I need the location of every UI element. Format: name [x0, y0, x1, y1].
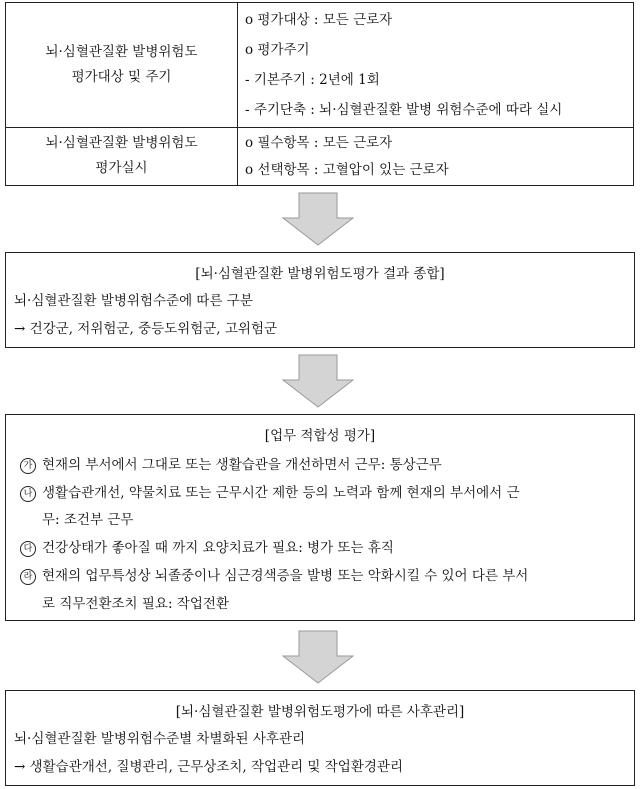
down-arrow-icon — [282, 354, 354, 408]
table-row-target-cycle — [6, 3, 633, 128]
box-line: → 건강군, 저위험군, 중등도위험군, 고위험군 — [14, 321, 278, 337]
list-item-continuation: 로 직무전환조치 필요: 작업전환 — [42, 596, 229, 612]
list-item — [20, 481, 520, 502]
row-content-evaluation — [245, 127, 629, 185]
list-item-text: 현재의 업무특성상 뇌졸중이나 심근경색증을 발병 또는 악화시킬 수 있어 다른 부서 — [42, 568, 529, 584]
evaluation-table — [5, 2, 634, 186]
list-item — [20, 453, 442, 474]
list-item — [20, 536, 394, 557]
list-item-text: 생활습관개선, 약물치료 또는 근무시간 제한 등의 노력과 함께 현재의 부서에서 근 — [42, 485, 520, 501]
down-arrow-icon — [282, 630, 354, 684]
table-item: o 필수항목 : 모든 근로자 — [245, 135, 393, 151]
table-item: - 주기단축 : 뇌·심혈관질환 발병 위험수준에 따라 실시 — [245, 102, 563, 118]
table-item: o 평가대상 : 모든 근로자 — [245, 12, 393, 28]
result-summary-box — [5, 252, 635, 348]
list-item-text: 건강상태가 좋아질 때 까지 요양치료가 필요: 병가 또는 휴직 — [42, 540, 394, 556]
row-label-target-cycle — [6, 3, 238, 127]
box-title: [업무 적합성 평가] — [264, 428, 376, 444]
row-label-evaluation — [6, 127, 238, 185]
list-item — [20, 564, 528, 585]
circled-marker: 라 — [20, 569, 36, 585]
box-line: 뇌·심혈관질환 발병위험수준에 따른 구분 — [14, 293, 253, 309]
box-line: → 생활습관개선, 질병관리, 근무상조치, 작업관리 및 작업환경관리 — [14, 759, 403, 775]
table-item: o 평가주기 — [245, 42, 310, 58]
list-item-continuation: 무: 조건부 근무 — [42, 512, 134, 528]
box-line: 뇌·심혈관질환 발병위험수준별 차별화된 사후관리 — [14, 731, 306, 747]
row-label-line: 뇌·심혈관질환 발병위험도 — [45, 135, 198, 151]
down-arrow-icon — [282, 192, 354, 246]
row-label-line: 평가대상 및 주기 — [71, 69, 172, 85]
circled-marker: 다 — [20, 541, 36, 557]
row-label-line: 뇌·심혈관질환 발병위험도 — [45, 44, 198, 60]
list-item-text: 현재의 부서에서 그대로 또는 생활습관을 개선하면서 근무: 통상근무 — [42, 457, 442, 473]
table-item: o 선택항목 : 고혈압이 있는 근로자 — [245, 162, 449, 178]
row-label-line: 평가실시 — [95, 160, 148, 176]
box-title: [뇌·심혈관질환 발병위험도평가 결과 종합] — [195, 266, 445, 282]
circled-marker: 가 — [20, 458, 36, 474]
row-content-target-cycle — [245, 3, 629, 127]
table-row-evaluation — [6, 127, 633, 185]
box-title: [뇌·심혈관질환 발병위험도평가에 따른 사후관리] — [175, 704, 465, 720]
follow-up-box — [5, 690, 635, 786]
table-item: - 기본주기 : 2년에 1회 — [245, 72, 380, 88]
work-fitness-box — [5, 414, 635, 621]
circled-marker: 나 — [20, 486, 36, 502]
